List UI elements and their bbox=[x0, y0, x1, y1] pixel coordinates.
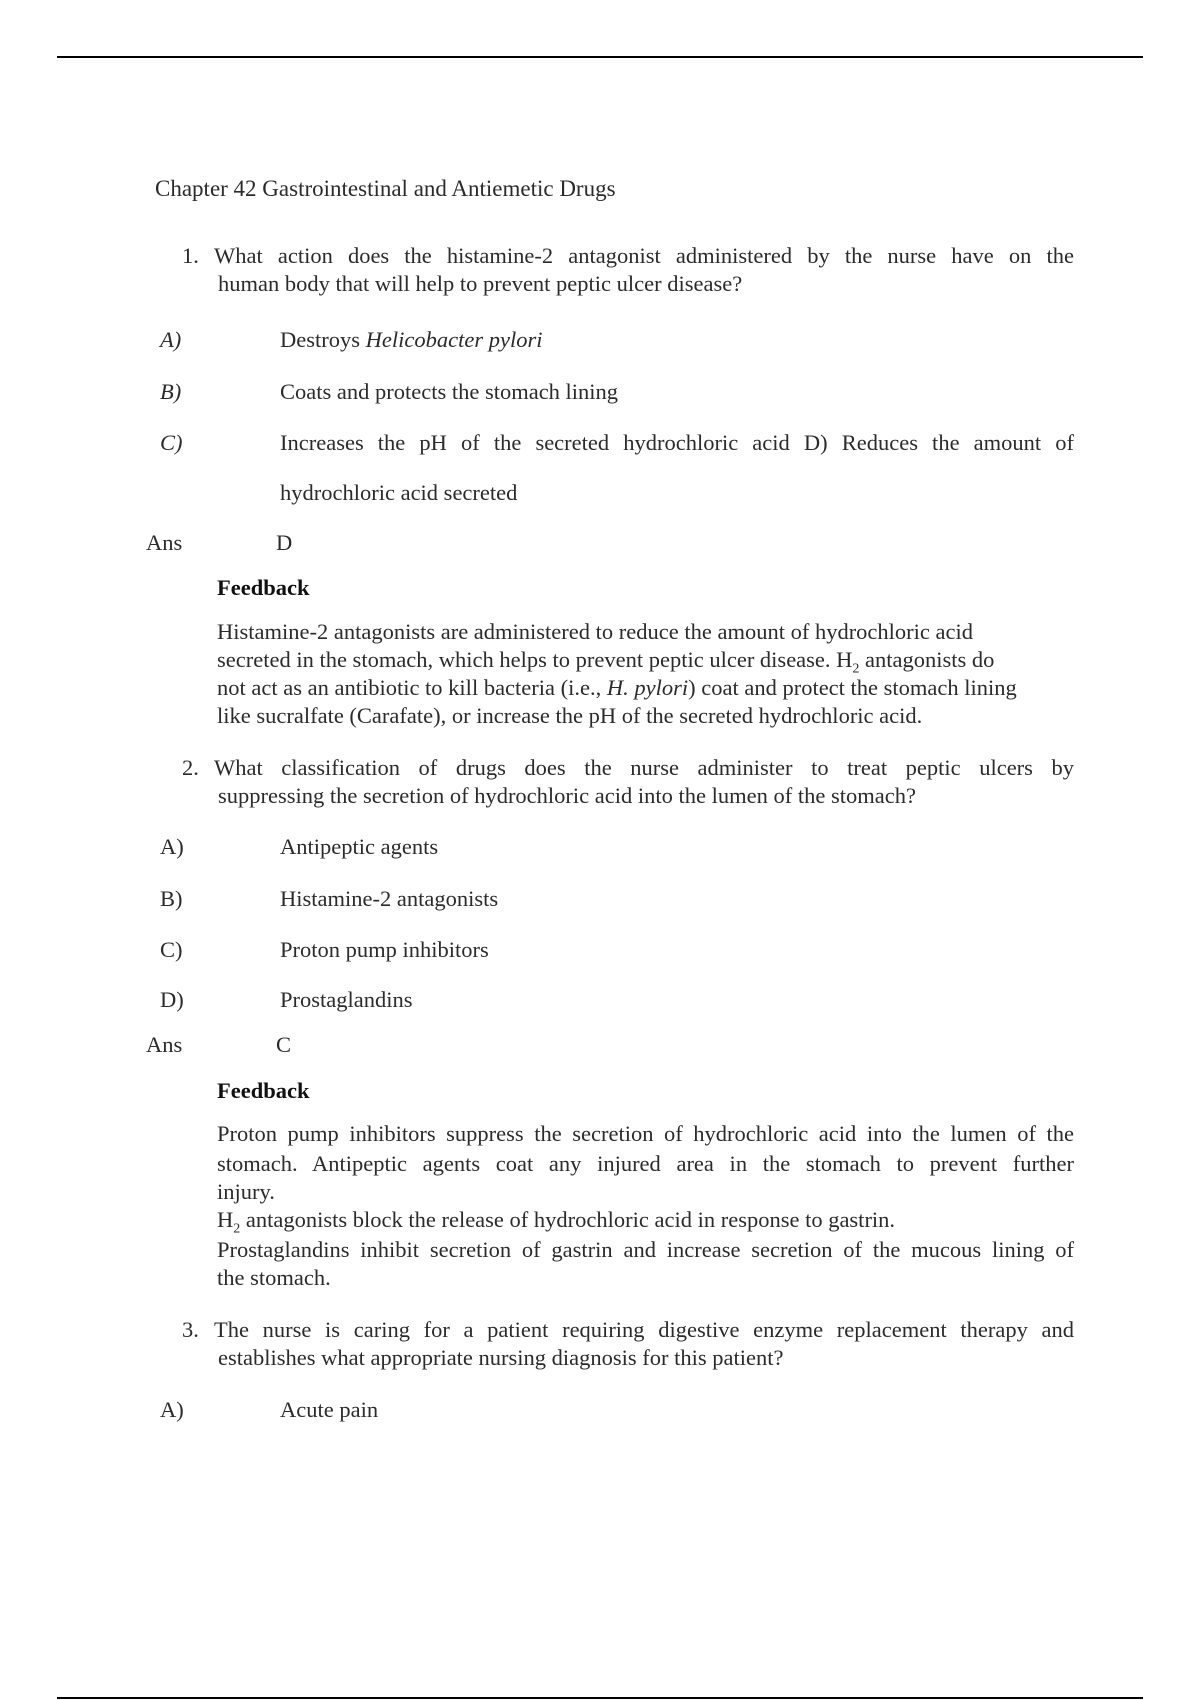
q1-feedback-heading: Feedback bbox=[217, 575, 310, 600]
question-1-number: 1. bbox=[182, 243, 199, 268]
question-3-number: 3. bbox=[182, 1317, 199, 1342]
q2-feedback-text: Proton pump inhibitors suppress the secretion of hydrochloric acid into the lumen of the stomach. Antipeptic agents coat any injured area in the stomach to prevent further injury. $H_2$ antagonists block the release of hydrochloric acid in response to gastrin. Prostaglandins inhibit secretion of gastrin and increase secretion of the mucous lining of the stomach. bbox=[217, 1121, 1074, 1290]
question-1-stem: 1. What action does the histamine-2 antagonist administered by the nurse have on the human body that will help to prevent peptic ulcer disease? bbox=[182, 243, 1074, 296]
question-3-stem: 3. The nurse is caring for a patient requiring digestive enzyme replacement therapy and establishes what appropriate nursing diagnosis for this patient? bbox=[182, 1317, 1074, 1370]
q2-option-b-text: Histamine-2 antagonists bbox=[280, 886, 499, 911]
chapter-title: Chapter 42 Gastrointestinal and Antiemetic Drugs bbox=[155, 176, 616, 201]
q1-option-b-text: Coats and protects the stomach lining bbox=[280, 379, 619, 404]
q1-option-c-text: Increases the pH of the secreted hydrochloric acid D) Reduces the amount of bbox=[280, 430, 1074, 455]
q3-option-a-letter: A) bbox=[160, 1397, 184, 1422]
q1-option-a-text: Destroys Helicobacter pylori bbox=[280, 327, 543, 352]
q3-option-a-text: Acute pain bbox=[280, 1397, 379, 1422]
q2-option-d-text: Prostaglandins bbox=[280, 987, 413, 1012]
top-rule bbox=[57, 56, 1143, 58]
q2-option-c-text: Proton pump inhibitors bbox=[280, 937, 489, 962]
question-2-stem: 2. What classification of drugs does the nurse administer to treat peptic ulcers by suppressing the secretion of hydrochloric acid into the lumen of the stomach? bbox=[182, 755, 1074, 808]
q1-option-c-text-cont: hydrochloric acid secreted bbox=[280, 480, 518, 505]
q1-answer-value: D bbox=[276, 530, 293, 555]
q2-option-a-letter: A) bbox=[160, 834, 184, 859]
q2-option-d-letter: D) bbox=[160, 987, 184, 1012]
bottom-rule bbox=[57, 1697, 1143, 1699]
q1-feedback-text: Histamine-2 antagonists are administered to reduce the amount of hydrochloric acid secreted in the stomach, which helps to prevent peptic ulcer disease. $H_2$ antagonists do not act as an antibiotic to kill bacteria (i.e., H. pylori) coat and protect the stomach lining like sucralfate (Carafate), or increase the pH of the secreted hydrochloric acid. bbox=[217, 619, 1017, 728]
q2-option-a-text: Antipeptic agents bbox=[280, 834, 439, 859]
q2-option-c-letter: C) bbox=[160, 937, 183, 962]
q2-answer-value: C bbox=[276, 1032, 292, 1057]
q2-answer-label: Ans bbox=[146, 1032, 183, 1057]
q1-option-b-letter: B) bbox=[160, 379, 182, 404]
q1-answer-label: Ans bbox=[146, 530, 183, 555]
q1-option-c-letter: C) bbox=[160, 430, 183, 455]
q2-option-b-letter: B) bbox=[160, 886, 183, 911]
q2-feedback-heading: Feedback bbox=[217, 1078, 310, 1103]
question-2-number: 2. bbox=[182, 755, 199, 780]
q1-option-a-letter: A) bbox=[160, 327, 182, 352]
